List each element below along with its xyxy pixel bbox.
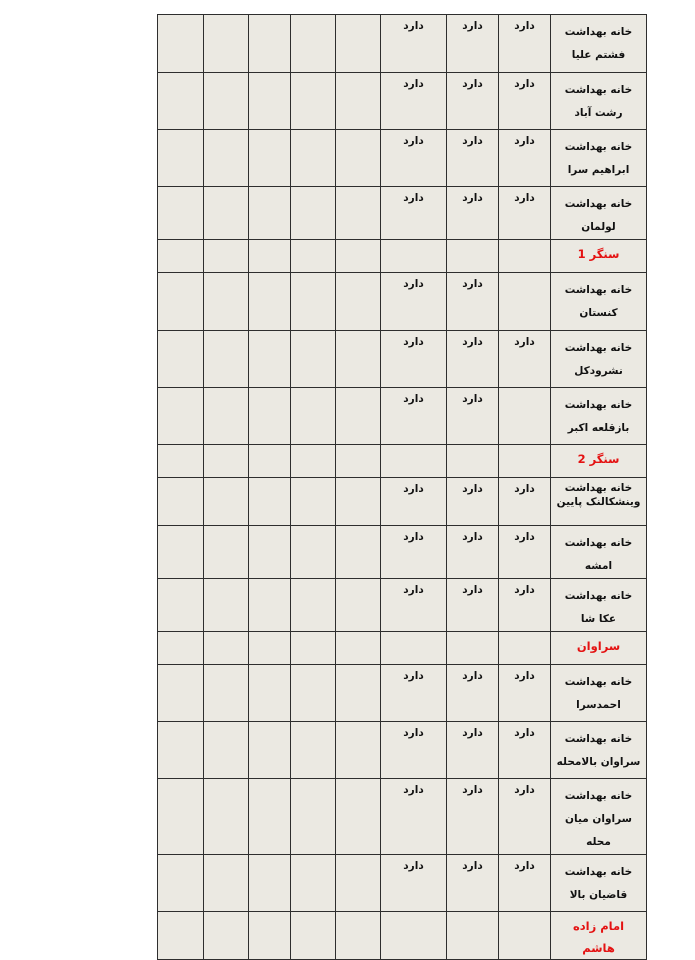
- empty-cell: [336, 331, 381, 388]
- value-cell: دارد: [499, 478, 551, 526]
- empty-cell: [158, 779, 204, 855]
- empty-cell: [158, 722, 204, 779]
- table-row: [158, 130, 647, 187]
- empty-cell: [291, 722, 336, 779]
- value-cell: دارد: [447, 187, 499, 240]
- value-cell: دارد: [381, 526, 447, 579]
- empty-cell: [249, 15, 291, 73]
- facility-name: خانه بهداشت قاضیان بالا: [551, 855, 647, 912]
- empty-cell: [249, 388, 291, 445]
- empty-cell: [291, 779, 336, 855]
- empty-cell: [249, 665, 291, 722]
- empty-cell: [336, 855, 381, 912]
- table-row: [158, 73, 647, 130]
- empty-cell: [336, 445, 381, 478]
- empty-cell: [336, 579, 381, 632]
- table-row: [158, 187, 647, 240]
- facility-name: خانه بهداشت لولمان: [551, 187, 647, 240]
- empty-cell: [158, 15, 204, 73]
- empty-cell: [291, 273, 336, 331]
- facility-name: خانه بهداشت رشت آباد: [551, 73, 647, 130]
- facility-name: خانه بهداشت وینشکالنک پایین: [551, 478, 647, 526]
- empty-cell: [499, 388, 551, 445]
- facility-name: خانه بهداشت نشرودکل: [551, 331, 647, 388]
- value-cell: دارد: [381, 331, 447, 388]
- table-row: [158, 722, 647, 779]
- section-heading-row: [158, 240, 647, 273]
- value-cell: دارد: [447, 273, 499, 331]
- empty-cell: [336, 388, 381, 445]
- value-cell: دارد: [381, 15, 447, 73]
- section-heading: سنگر 1: [551, 240, 647, 273]
- empty-cell: [204, 526, 249, 579]
- empty-cell: [158, 912, 204, 960]
- value-cell: دارد: [499, 855, 551, 912]
- empty-cell: [204, 665, 249, 722]
- value-cell: دارد: [447, 73, 499, 130]
- empty-cell: [447, 240, 499, 273]
- empty-cell: [204, 273, 249, 331]
- empty-cell: [249, 130, 291, 187]
- empty-cell: [291, 130, 336, 187]
- empty-cell: [336, 130, 381, 187]
- empty-cell: [204, 912, 249, 960]
- empty-cell: [447, 912, 499, 960]
- table-row: [158, 478, 647, 526]
- empty-cell: [249, 445, 291, 478]
- value-cell: دارد: [499, 526, 551, 579]
- empty-cell: [158, 665, 204, 722]
- value-cell: دارد: [447, 478, 499, 526]
- empty-cell: [249, 273, 291, 331]
- value-cell: دارد: [499, 15, 551, 73]
- empty-cell: [499, 632, 551, 665]
- empty-cell: [381, 445, 447, 478]
- facility-name: خانه بهداشت سراوان میان محله: [551, 779, 647, 855]
- empty-cell: [249, 722, 291, 779]
- table-row: [158, 331, 647, 388]
- empty-cell: [249, 240, 291, 273]
- empty-cell: [336, 632, 381, 665]
- empty-cell: [336, 779, 381, 855]
- empty-cell: [249, 779, 291, 855]
- value-cell: دارد: [447, 722, 499, 779]
- empty-cell: [204, 478, 249, 526]
- value-cell: دارد: [499, 187, 551, 240]
- value-cell: دارد: [381, 779, 447, 855]
- table-row: [158, 665, 647, 722]
- empty-cell: [447, 445, 499, 478]
- value-cell: دارد: [381, 579, 447, 632]
- section-heading: سراوان: [551, 632, 647, 665]
- value-cell: دارد: [381, 722, 447, 779]
- empty-cell: [447, 632, 499, 665]
- empty-cell: [204, 855, 249, 912]
- value-cell: دارد: [499, 579, 551, 632]
- empty-cell: [204, 15, 249, 73]
- empty-cell: [158, 388, 204, 445]
- facility-name: خانه بهداشت احمدسرا: [551, 665, 647, 722]
- value-cell: دارد: [499, 331, 551, 388]
- value-cell: دارد: [381, 855, 447, 912]
- empty-cell: [336, 526, 381, 579]
- empty-cell: [291, 478, 336, 526]
- empty-cell: [204, 779, 249, 855]
- value-cell: دارد: [447, 579, 499, 632]
- value-cell: دارد: [447, 526, 499, 579]
- empty-cell: [204, 331, 249, 388]
- empty-cell: [336, 273, 381, 331]
- empty-cell: [499, 273, 551, 331]
- empty-cell: [158, 478, 204, 526]
- empty-cell: [291, 187, 336, 240]
- empty-cell: [249, 478, 291, 526]
- empty-cell: [291, 632, 336, 665]
- empty-cell: [291, 665, 336, 722]
- empty-cell: [158, 632, 204, 665]
- empty-cell: [291, 73, 336, 130]
- table-row: [158, 388, 647, 445]
- empty-cell: [249, 855, 291, 912]
- empty-cell: [158, 240, 204, 273]
- empty-cell: [291, 331, 336, 388]
- value-cell: دارد: [381, 273, 447, 331]
- value-cell: دارد: [381, 130, 447, 187]
- facility-table: [157, 14, 647, 960]
- value-cell: دارد: [447, 665, 499, 722]
- value-cell: دارد: [499, 73, 551, 130]
- empty-cell: [291, 579, 336, 632]
- section-heading: سنگر 2: [551, 445, 647, 478]
- table-row: [158, 273, 647, 331]
- empty-cell: [336, 478, 381, 526]
- empty-cell: [336, 73, 381, 130]
- empty-cell: [291, 240, 336, 273]
- facility-name: خانه بهداشت سراوان بالامحله: [551, 722, 647, 779]
- empty-cell: [158, 526, 204, 579]
- value-cell: دارد: [447, 15, 499, 73]
- empty-cell: [336, 665, 381, 722]
- table-row: [158, 855, 647, 912]
- empty-cell: [204, 130, 249, 187]
- value-cell: دارد: [499, 130, 551, 187]
- value-cell: دارد: [381, 73, 447, 130]
- empty-cell: [158, 273, 204, 331]
- table-body: [158, 15, 647, 960]
- empty-cell: [158, 579, 204, 632]
- facility-name: خانه بهداشت فشتم علیا: [551, 15, 647, 73]
- empty-cell: [204, 187, 249, 240]
- value-cell: دارد: [499, 722, 551, 779]
- empty-cell: [158, 130, 204, 187]
- empty-cell: [291, 15, 336, 73]
- table-row: [158, 526, 647, 579]
- value-cell: دارد: [447, 855, 499, 912]
- empty-cell: [158, 331, 204, 388]
- value-cell: دارد: [381, 388, 447, 445]
- section-heading-row: [158, 632, 647, 665]
- value-cell: دارد: [447, 130, 499, 187]
- section-heading: امام زاده هاشم: [551, 912, 647, 960]
- value-cell: دارد: [381, 478, 447, 526]
- facility-name: خانه بهداشت عکا شا: [551, 579, 647, 632]
- value-cell: دارد: [381, 665, 447, 722]
- empty-cell: [204, 579, 249, 632]
- value-cell: دارد: [447, 388, 499, 445]
- empty-cell: [336, 15, 381, 73]
- empty-cell: [249, 187, 291, 240]
- empty-cell: [336, 187, 381, 240]
- facility-name: خانه بهداشت کنستان: [551, 273, 647, 331]
- empty-cell: [204, 632, 249, 665]
- empty-cell: [291, 445, 336, 478]
- section-heading-row: [158, 912, 647, 960]
- empty-cell: [381, 912, 447, 960]
- empty-cell: [204, 722, 249, 779]
- value-cell: دارد: [499, 779, 551, 855]
- empty-cell: [291, 912, 336, 960]
- value-cell: دارد: [499, 665, 551, 722]
- empty-cell: [249, 526, 291, 579]
- empty-cell: [158, 73, 204, 130]
- empty-cell: [249, 331, 291, 388]
- empty-cell: [336, 722, 381, 779]
- empty-cell: [291, 855, 336, 912]
- empty-cell: [204, 388, 249, 445]
- empty-cell: [204, 240, 249, 273]
- empty-cell: [499, 445, 551, 478]
- table-row: [158, 779, 647, 855]
- empty-cell: [158, 187, 204, 240]
- section-heading-row: [158, 445, 647, 478]
- empty-cell: [249, 73, 291, 130]
- facility-name: خانه بهداشت ابراهیم سرا: [551, 130, 647, 187]
- empty-cell: [249, 632, 291, 665]
- empty-cell: [204, 445, 249, 478]
- value-cell: دارد: [447, 331, 499, 388]
- empty-cell: [291, 526, 336, 579]
- empty-cell: [336, 240, 381, 273]
- empty-cell: [381, 240, 447, 273]
- empty-cell: [249, 579, 291, 632]
- empty-cell: [204, 73, 249, 130]
- empty-cell: [336, 912, 381, 960]
- empty-cell: [249, 912, 291, 960]
- facility-name: خانه بهداشت بازقلعه اکبر: [551, 388, 647, 445]
- empty-cell: [499, 912, 551, 960]
- empty-cell: [499, 240, 551, 273]
- table-row: [158, 579, 647, 632]
- empty-cell: [291, 388, 336, 445]
- table-row: [158, 15, 647, 73]
- empty-cell: [158, 855, 204, 912]
- empty-cell: [158, 445, 204, 478]
- value-cell: دارد: [381, 187, 447, 240]
- value-cell: دارد: [447, 779, 499, 855]
- facility-name: خانه بهداشت امشه: [551, 526, 647, 579]
- empty-cell: [381, 632, 447, 665]
